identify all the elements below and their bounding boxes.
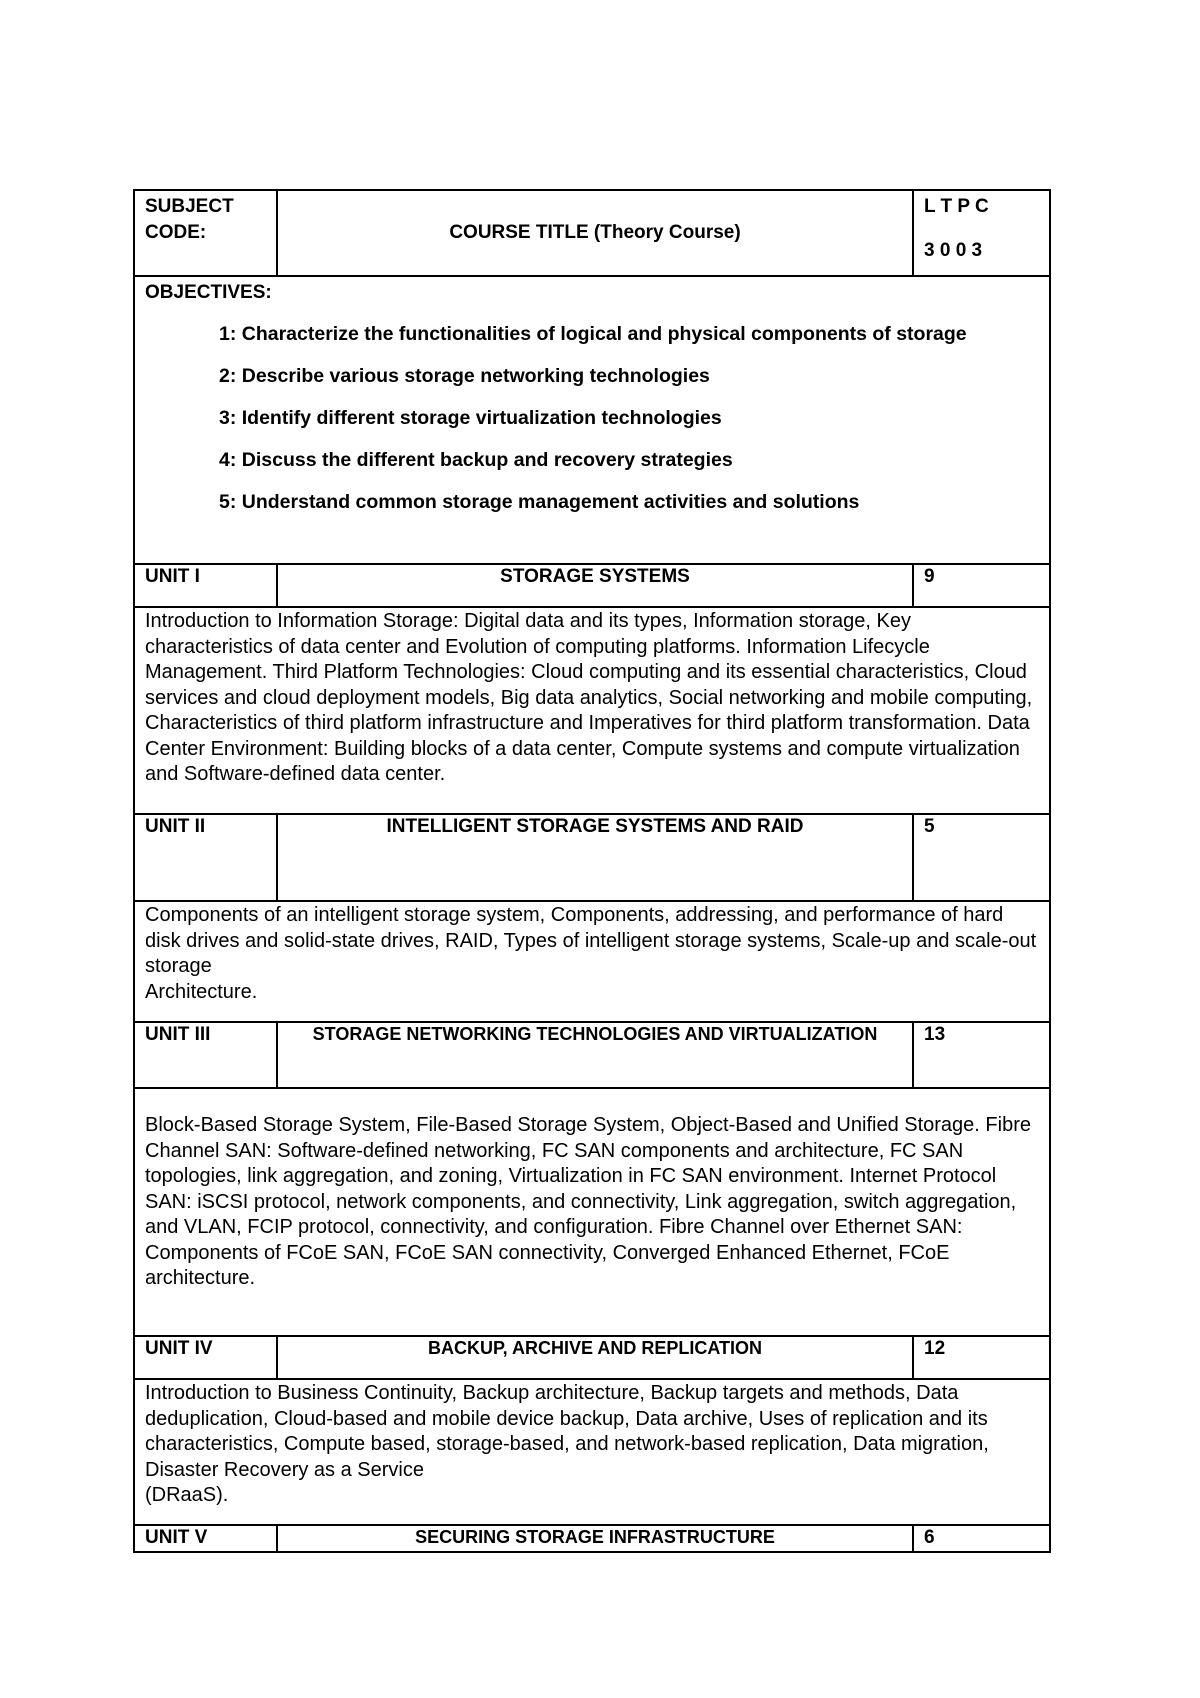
course-header-row — [134, 190, 1050, 276]
unit-4-header-row — [134, 1336, 1050, 1379]
objective-item: 3: Identify different storage virtualization technologies — [219, 407, 722, 429]
objective-item: 2: Describe various storage networking technologies — [219, 365, 710, 387]
ltpc-label: L T P C — [924, 196, 989, 217]
unit-3-title: STORAGE NETWORKING TECHNOLOGIES AND VIRTUALIZATION — [277, 1022, 913, 1088]
unit-1-header-row — [134, 564, 1050, 607]
unit-5-title: SECURING STORAGE INFRASTRUCTURE — [277, 1525, 913, 1552]
unit-3-header-row — [134, 1022, 1050, 1088]
objectives-list — [145, 321, 1039, 516]
unit-3-description: Block-Based Storage System, File-Based Storage System, Object-Based and Unified Storage. Fibre Channel SAN: Software-defined networking, FC SAN components and architecture, FC SAN topologies, link aggregation, and zoning, Virtualization in FC SAN environment. Internet Protocol SAN: iSCSI protocol, network components, and connectivity, Link aggregation, switch aggregation, and VLAN, FCIP protocol, connectivity, and configuration. Fibre Channel over Ethernet SAN: Components of FCoE SAN, FCoE SAN connectivity, Converged Enhanced Ethernet, FCoE architecture. — [134, 1088, 1050, 1336]
objectives-cell — [134, 276, 1050, 564]
unit-2-hours: 5 — [913, 814, 1050, 901]
unit-2-header-row — [134, 814, 1050, 901]
syllabus-table — [133, 189, 1051, 1553]
unit-2-title: INTELLIGENT STORAGE SYSTEMS AND RAID — [277, 814, 913, 901]
unit-3-label: UNIT III — [134, 1022, 277, 1088]
unit-1-description: Introduction to Information Storage: Digital data and its types, Information storage, Key characteristics of data center and Evolution of computing platforms. Information Lifecycle Management. Third Platform Technologies: Cloud computing and its essential characteristics, Cloud services and cloud deployment models, Big data analytics, Social networking and mobile computing, Characteristics of third platform infrastructure and Imperatives for third platform transformation. Data Center Environment: Building blocks of a data center, Compute systems and compute virtualization and Software-defined data center. — [134, 607, 1050, 814]
unit-3-hours: 13 — [913, 1022, 1050, 1088]
unit-5-header-row — [134, 1525, 1050, 1552]
course-title: COURSE TITLE (Theory Course) — [277, 190, 913, 276]
unit-1-hours: 9 — [913, 564, 1050, 607]
unit-4-label: UNIT IV — [134, 1336, 277, 1379]
unit-1-label: UNIT I — [134, 564, 277, 607]
unit-5-hours: 6 — [913, 1525, 1050, 1552]
unit-4-title: BACKUP, ARCHIVE AND REPLICATION — [277, 1336, 913, 1379]
unit-4-description-cell — [134, 1379, 1050, 1525]
unit-4-description-row — [134, 1379, 1050, 1525]
unit-2-description: Components of an intelligent storage system, Components, addressing, and performance of hard disk drives and solid-state drives, RAID, Types of intelligent storage systems, Scale-up and scale-out storage — [145, 904, 1037, 977]
unit-4-hours: 12 — [913, 1336, 1050, 1379]
objective-item: 1: Characterize the functionalities of logical and physical components of storage — [219, 323, 967, 345]
unit-2-description-row — [134, 901, 1050, 1022]
subject-code-label: SUBJECT CODE: — [134, 190, 277, 276]
unit-2-description-cell — [134, 901, 1050, 1022]
unit-1-description-row — [134, 607, 1050, 814]
ltpc-value: 3 0 0 3 — [924, 240, 983, 261]
ltpc-cell — [913, 190, 1050, 276]
unit-1-title: STORAGE SYSTEMS — [277, 564, 913, 607]
objectives-row — [134, 276, 1050, 564]
objectives-label: OBJECTIVES: — [145, 282, 272, 303]
unit-4-description-tail: (DRaaS). — [145, 1484, 229, 1506]
objective-item: 5: Understand common storage management activities and solutions — [219, 491, 860, 513]
unit-3-description-row — [134, 1088, 1050, 1336]
unit-4-description: Introduction to Business Continuity, Backup architecture, Backup targets and methods, Data deduplication, Cloud-based and mobile device backup, Data archive, Uses of replication and its characteristics, Compute based, storage-based, and network-based replication, Data migration, Disaster Recovery as a Service — [145, 1382, 989, 1481]
unit-5-label: UNIT V — [134, 1525, 277, 1552]
unit-2-description-tail: Architecture. — [145, 980, 258, 1003]
objective-item: 4: Discuss the different backup and recovery strategies — [219, 449, 733, 471]
unit-2-label: UNIT II — [134, 814, 277, 901]
